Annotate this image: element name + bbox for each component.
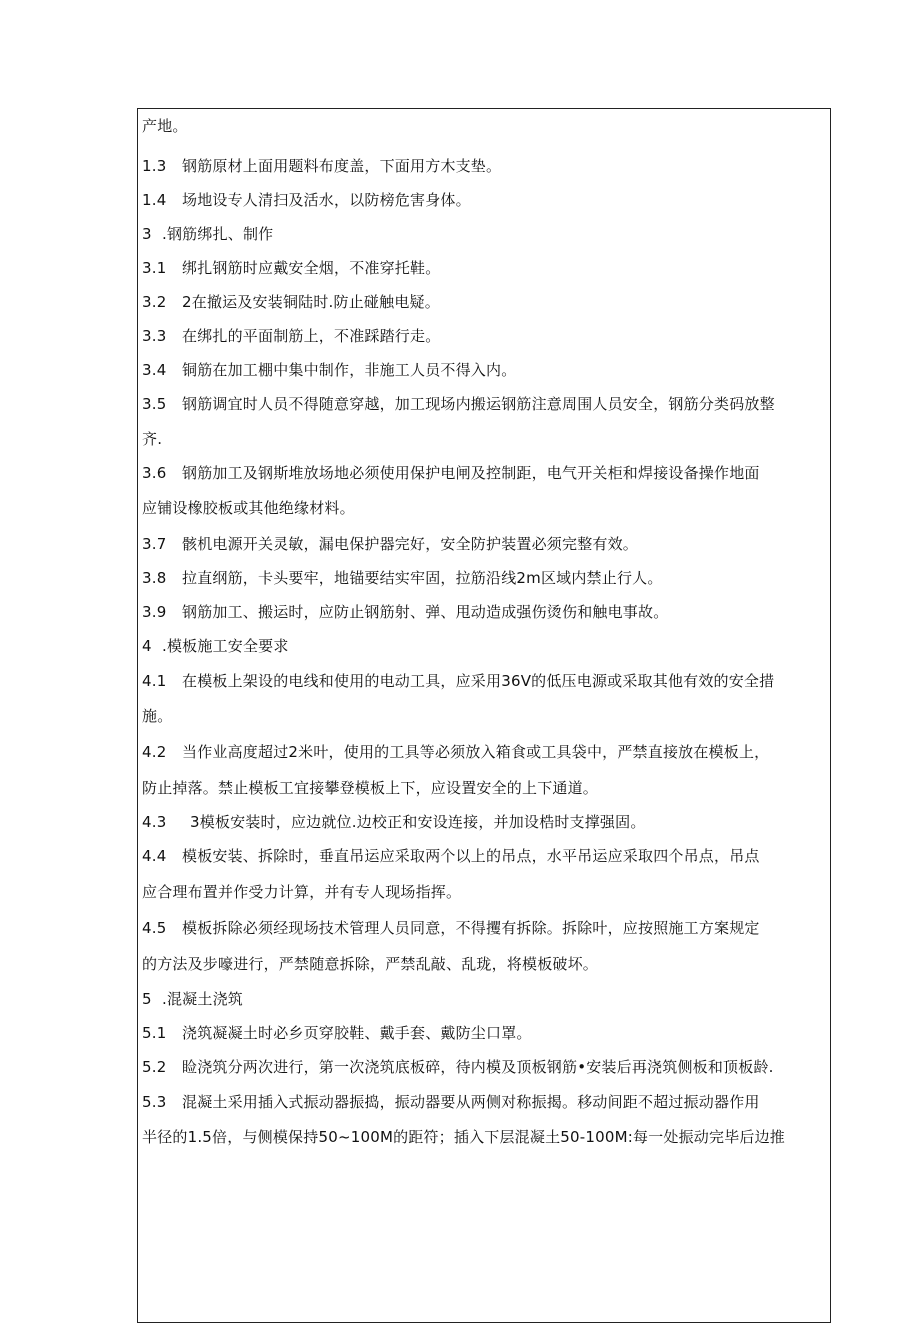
- clause-number: 4.5: [142, 919, 167, 937]
- clause-number: 4.4: [142, 847, 167, 865]
- line-text: 应合理布置并作受力计算，并有专人现场指挥。: [142, 883, 462, 901]
- line-text: 睑浇筑分两次进行，第一次浇筑底板碎，待内模及顶板钢筋•安装后再浇筑侧板和顶板龄.: [182, 1058, 774, 1076]
- text-line: [142, 918, 760, 938]
- line-text: 钢筋加工、搬运时，应防止钢筋射、弹、甩动造成强伤烫伤和触电事故。: [182, 603, 669, 621]
- section-title: .钢筋绑扎、制作: [162, 225, 274, 243]
- line-text: 3模板安装时，应边就位.边校正和安设连接，并加设梏时支撑强固。: [190, 813, 646, 831]
- clause-number: 1.4: [142, 191, 167, 209]
- clause-number: 1.3: [142, 157, 167, 175]
- line-text: 骸机电源开关灵敏，漏电保护器完好，安全防护装置必须完整有效。: [182, 535, 639, 553]
- line-text: 钢筋加工及钢斯堆放场地必须使用保护电闸及控制距，电气开关柜和焊接设备操作地面: [182, 464, 760, 482]
- clause-number: 4.1: [142, 672, 167, 690]
- line-text: 半径的1.5倍，与侧模保持50~100M的距符；插入下层混凝土50-100M:每一处振动完毕后边推: [142, 1128, 786, 1146]
- clause-number: 4.3: [142, 813, 167, 831]
- clause-number: 5.3: [142, 1093, 167, 1111]
- clause-number: 4.2: [142, 743, 167, 761]
- text-line: [142, 1057, 774, 1077]
- line-text: 拉直纲筋，卡头要牢，地锚要结实牢固，拉筋沿线2m区域内禁止行人。: [182, 569, 663, 587]
- text-line: [142, 778, 598, 798]
- clause-number: 3.4: [142, 361, 167, 379]
- clause-number: 3.3: [142, 327, 167, 345]
- text-line: [142, 568, 663, 588]
- text-line: [142, 498, 355, 518]
- text-line: [142, 360, 516, 380]
- clause-number: 3.6: [142, 464, 167, 482]
- line-text: 模板拆除必须经现场技术管理人员同意，不得攫有拆除。拆除叶，应按照施工方案规定: [182, 919, 760, 937]
- section-title: .混凝土浇筑: [162, 990, 243, 1008]
- line-text: 当作业高度超过2米叶，使用的工具等必须放入箱食或工具袋中，严禁直接放在模板上，: [182, 743, 770, 761]
- clause-number: 3.2: [142, 293, 167, 311]
- text-line: [142, 742, 769, 762]
- line-text: 混凝土采用插入式振动器振捣，振动器要从两侧对称振揭。移动间距不超过振动器作用: [182, 1093, 760, 1111]
- line-text: 产地。: [142, 117, 188, 135]
- clause-number: 3.7: [142, 535, 167, 553]
- text-line: [142, 534, 638, 554]
- text-line: [142, 394, 775, 414]
- text-line: [142, 258, 440, 278]
- text-line: [142, 671, 774, 691]
- line-text: 浇筑凝凝土时必乡页穿胶鞋、戴手套、戴防尘口罩。: [182, 1024, 532, 1042]
- text-line: [142, 429, 162, 449]
- line-text: 在绑扎的平面制筋上，不准踩踏行走。: [182, 327, 441, 345]
- text-line: [142, 326, 440, 346]
- line-text: 钢筋调宜时人员不得随意穿越，加工现场内搬运钢筋注意周围人员安全，钢筋分类码放整: [182, 395, 775, 413]
- line-text: 的方法及步嚎进行，严禁随意拆除，严禁乱敲、乱珑，将模板破坏。: [142, 955, 599, 973]
- line-text: 2在撤运及安装铜陆时.防止碰触电疑。: [182, 293, 440, 311]
- line-text: 绑扎钢筋时应戴安全烟，不准穿托鞋。: [182, 259, 441, 277]
- text-line: [142, 116, 188, 136]
- text-line: [142, 463, 760, 483]
- clause-number: 3.9: [142, 603, 167, 621]
- clause-number: 5.2: [142, 1058, 167, 1076]
- section-heading: [142, 989, 243, 1009]
- section-heading: [142, 224, 273, 244]
- line-text: 钢筋原材上面用题料布度盖，下面用方木支垫。: [182, 157, 502, 175]
- text-line: [142, 882, 461, 902]
- text-line: [142, 706, 172, 726]
- line-text: 铜筋在加工棚中集中制作，非施工人员不得入内。: [182, 361, 517, 379]
- section-heading: [142, 636, 289, 656]
- line-text: 在模板上架设的电线和使用的电动工具，应采用36V的低压电源或采取其他有效的安全措: [182, 672, 775, 690]
- clause-number: 3.1: [142, 259, 167, 277]
- text-line: [142, 1127, 785, 1147]
- clause-number: 3.8: [142, 569, 167, 587]
- text-line: [142, 846, 760, 866]
- text-line: [142, 190, 471, 210]
- clause-number: 3.5: [142, 395, 167, 413]
- line-text: 场地设专人清扫及活水，以防榜危害身体。: [182, 191, 471, 209]
- line-text: 模板安装、拆除时，垂直吊运应采取两个以上的吊点，水平吊运应采取四个吊点，吊点: [182, 847, 760, 865]
- text-line: [142, 292, 440, 312]
- text-line: [142, 156, 501, 176]
- clause-number: 5.1: [142, 1024, 167, 1042]
- line-text: 齐.: [142, 430, 163, 448]
- text-line: [142, 602, 668, 622]
- section-number: 5: [142, 990, 152, 1008]
- text-line: [142, 1092, 760, 1112]
- text-line: [142, 812, 646, 832]
- section-title: .模板施工安全要求: [162, 637, 289, 655]
- line-text: 施。: [142, 707, 173, 725]
- text-line: [142, 1023, 532, 1043]
- text-line: [142, 954, 598, 974]
- section-number: 3: [142, 225, 152, 243]
- line-text: 应铺设橡胶板或其他绝缘材料。: [142, 499, 355, 517]
- section-number: 4: [142, 637, 152, 655]
- line-text: 防止掉落。禁止模板工宜接攀登模板上下，应设置安全的上下通道。: [142, 779, 599, 797]
